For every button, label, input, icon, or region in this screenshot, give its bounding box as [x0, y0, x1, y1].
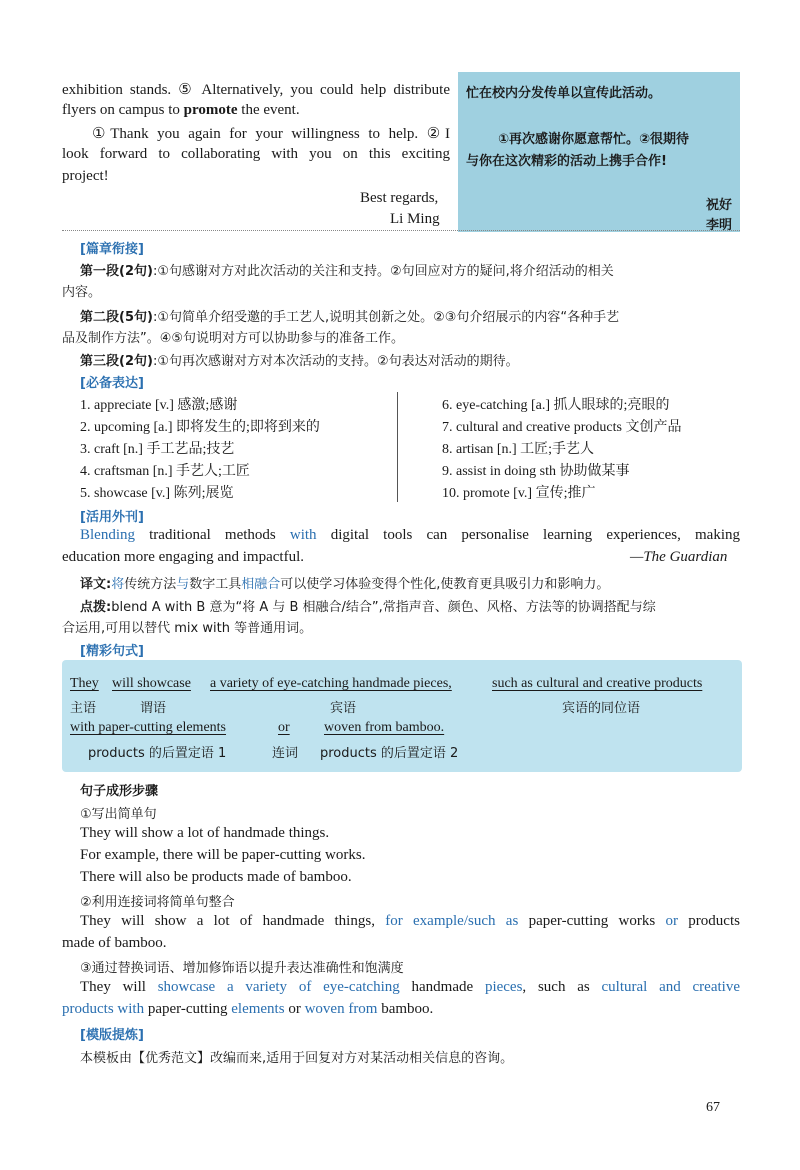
- text: bamboo.: [377, 1001, 434, 1017]
- vocab-item: 2. upcoming [a.] 即将发生的;即将到来的: [80, 420, 320, 435]
- quote-tip: [80, 596, 656, 615]
- text: paper-cutting works: [518, 913, 666, 929]
- letter-line: ①Thank you again for your willingness to help. ②I: [92, 126, 450, 142]
- structure-paragraph-1-cont: 内容。: [62, 285, 102, 300]
- letter-regards: Best regards,: [360, 190, 439, 206]
- quote-line: education more engaging and impactful.: [62, 549, 304, 565]
- paragraph-label: 第三段(2句): [80, 354, 153, 369]
- sentence-object: a variety of eye-catching handmade pieces,: [210, 676, 452, 691]
- step-merged-cont: made of bamboo.: [62, 935, 167, 951]
- sentence-post2: woven from bamboo.: [324, 720, 445, 735]
- translation-line: 忙在校内分发传单以宣传此活动。: [466, 86, 662, 101]
- step-example: There will also be products made of bamboo.: [80, 869, 352, 885]
- vocab-item: 8. artisan [n.] 工匠;手艺人: [442, 442, 595, 457]
- label-conjunction: 连词: [272, 746, 299, 761]
- steps-title: 句子成形步骤: [80, 784, 159, 799]
- quote-tip-cont: 合运用,可用以替代 mix with 等普通用词。: [62, 621, 313, 636]
- highlight: showcase a variety of eye-catching: [157, 979, 400, 995]
- vocab-item: 1. appreciate [v.] 感激;感谢: [80, 398, 238, 413]
- vocab-item: 10. promote [v.] 宣传;推广: [442, 486, 596, 501]
- highlight: woven from: [304, 1001, 378, 1017]
- section-heading-sentence: [精彩句式]: [80, 644, 144, 659]
- step-label: ③通过替换词语、增加修饰语以提升表达准确性和饱满度: [80, 961, 404, 976]
- vocab-item: 4. craftsman [n.] 手艺人;工匠: [80, 464, 250, 479]
- paragraph-label: 第一段(2句): [80, 264, 153, 279]
- step-label: ①写出简单句: [80, 807, 157, 822]
- quote-translation: [80, 573, 609, 592]
- vocab-item: 7. cultural and creative products 文创产品: [442, 420, 682, 435]
- highlight: elements: [231, 1001, 285, 1017]
- sentence-subject: They: [70, 676, 99, 691]
- connector: for example/such as: [385, 913, 519, 929]
- quote-text: digital tools can personalise learning experiences, making: [316, 527, 740, 543]
- quote-source: —The Guardian: [630, 549, 728, 565]
- highlight: cultural and creative: [601, 979, 740, 995]
- text: , such as: [522, 979, 602, 995]
- page-number: 67: [706, 1100, 720, 1115]
- step-merged: [80, 913, 740, 930]
- letter-line: [62, 102, 300, 119]
- text: products: [678, 913, 740, 929]
- text: 与: [176, 577, 190, 592]
- section-heading-vocab: [必备表达]: [80, 376, 144, 391]
- quote-text: traditional methods: [135, 527, 290, 543]
- quote-keyword: Blending: [80, 527, 135, 543]
- step-example: For example, there will be paper-cutting works.: [80, 847, 366, 863]
- sentence-post1: with paper-cutting elements: [70, 720, 227, 735]
- text: They will: [80, 979, 158, 995]
- paragraph-text: :①句简单介绍受邀的手工艺人,说明其创新之处。②③句介绍展示的内容“各种手艺: [152, 310, 620, 325]
- label-predicate: 谓语: [140, 701, 167, 716]
- section-heading-structure: [篇章衔接]: [80, 242, 144, 257]
- highlight: products with: [62, 1001, 145, 1017]
- label: 点拨:: [80, 600, 112, 615]
- letter-line: look forward to collaborating with you on this exciting: [62, 146, 450, 162]
- label-post1: products 的后置定语 1: [88, 746, 227, 761]
- connector: or: [665, 913, 678, 929]
- letter-signature: Li Ming: [390, 211, 440, 227]
- template-text: 本模板由【优秀范文】改编而来,适用于回复对方对某活动相关信息的咨询。: [80, 1051, 514, 1066]
- paragraph-label: 第二段(5句): [80, 310, 153, 325]
- vocab-item: 6. eye-catching [a.] 抓人眼球的;亮眼的: [442, 398, 670, 413]
- structure-paragraph-2: [80, 306, 619, 325]
- label-post2: products 的后置定语 2: [320, 746, 459, 761]
- translation-line: 与你在这次精彩的活动上携手合作!: [466, 154, 667, 169]
- paragraph-text: :①句感谢对方对此次活动的关注和支持。②句回应对方的疑问,将介绍活动的相关: [152, 264, 614, 279]
- step-label: ②利用连接词将简单句整合: [80, 895, 235, 910]
- text: 可以使学习体验变得个性化,使教育更具吸引力和影响力。: [280, 577, 610, 592]
- text: paper-cutting: [144, 1001, 232, 1017]
- label-object: 宾语: [330, 701, 357, 716]
- label-subject: 主语: [70, 701, 97, 716]
- structure-paragraph-2-cont: 品及制作方法”。④⑤句说明对方可以协助参与的准备工作。: [62, 331, 405, 346]
- vocab-divider: [397, 392, 398, 502]
- text: blend A with B 意为“将 A 与 B 相融合/结合”,常指声音、颜色、风格、方法等的协调搭配与综: [111, 600, 656, 615]
- structure-paragraph-3: [80, 350, 519, 369]
- letter-line: exhibition stands. ⑤ Alternatively, you could help distribute: [62, 82, 450, 98]
- text: 传统方法: [124, 577, 177, 592]
- step-final: [80, 979, 740, 996]
- translation-regards: 祝好: [706, 198, 733, 213]
- section-heading-foreign: [活用外刊]: [80, 510, 144, 525]
- letter-keyword: promote: [183, 102, 238, 118]
- sentence-predicate: will showcase: [112, 676, 191, 691]
- label-appositive: 宾语的同位语: [562, 701, 641, 716]
- step-example: They will show a lot of handmade things.: [80, 825, 330, 841]
- vocab-item: 5. showcase [v.] 陈列;展览: [80, 486, 234, 501]
- letter-line: project!: [62, 168, 109, 184]
- text: handmade: [399, 979, 485, 995]
- text: 相融合: [241, 577, 281, 592]
- text: or: [284, 1001, 305, 1017]
- step-final-cont: [62, 1001, 433, 1018]
- structure-paragraph-1: [80, 260, 614, 279]
- sentence-conjunction: or: [278, 720, 290, 735]
- paragraph-text: :①句再次感谢对方对本次活动的支持。②句表达对活动的期待。: [152, 354, 519, 369]
- quote-line: [80, 527, 740, 544]
- translation-line: ①再次感谢你愿意帮忙。②很期待: [498, 132, 690, 147]
- vocab-item: 9. assist in doing sth 协助做某事: [442, 464, 630, 479]
- quote-keyword: with: [289, 527, 317, 543]
- letter-text: the event.: [237, 102, 300, 118]
- text: 数字工具: [189, 577, 242, 592]
- sentence-appositive: such as cultural and creative products: [492, 676, 703, 691]
- highlight: pieces: [484, 979, 523, 995]
- section-heading-template: [模版提炼]: [80, 1028, 144, 1043]
- text: They will show a lot of handmade things,: [80, 913, 386, 929]
- vocab-item: 3. craft [n.] 手工艺品;技艺: [80, 442, 235, 457]
- label: 译文:: [80, 577, 112, 592]
- divider: [62, 230, 740, 231]
- letter-text: flyers on campus to: [62, 102, 184, 118]
- translation-signature: 李明: [706, 218, 733, 233]
- text: 将: [111, 577, 125, 592]
